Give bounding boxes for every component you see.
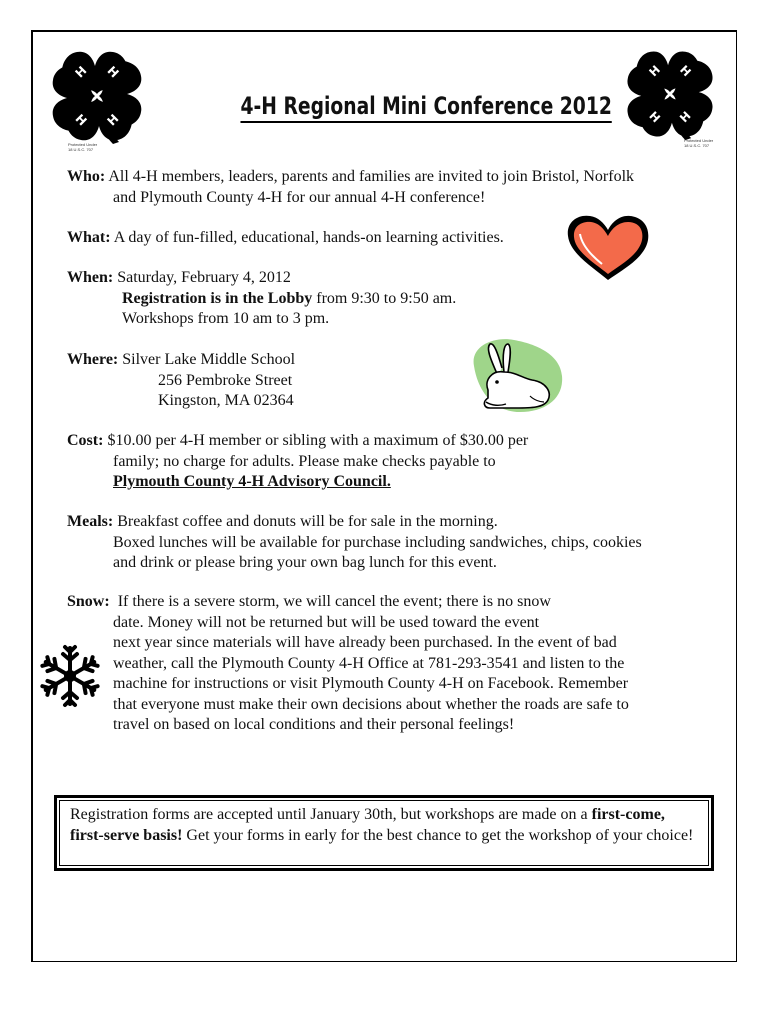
registration-notice: Registration forms are accepted until January 30th, but workshops are made on a first-come, first-serve basis! Get your forms in early for the best chance to get the workshop of your choice! [59, 800, 709, 866]
four-h-clover-icon [620, 46, 720, 142]
snow-section: Snow: If there is a severe storm, we will cancel the event; there is no snow date. Money will not be returned but will be used toward the event next year since materials will have already been purchased. In the event of bad weather, call the Plymouth County 4-H Office at 781-293-3541 and listen to the machine for instructions or visit Plymouth County 4-H on Facebook. Remember that everyone must make their own decisions about whether the roads are safe to travel on based on local conditions and their personal feelings! [67, 593, 629, 733]
heart-icon [564, 212, 652, 284]
who-section: Who: All 4-H members, leaders, parents and families are invited to join Bristol, Norfolk and Plymouth County 4-H for our annual 4-H conference! [67, 168, 635, 206]
meals-section: Meals: Breakfast coffee and donuts will be for sale in the morning. Boxed lunches will be available for purchase including sandwiches, chips, cookies and drink or please bring your own bag lunch for this event. [67, 513, 642, 571]
meals-label: Meals: [67, 513, 114, 530]
who-label: Who: [67, 168, 106, 185]
when-section: When: Saturday, February 4, 2012 Registration is in the Lobby from 9:30 to 9:50 am. Workshops from 10 am to 3 pm. [67, 269, 457, 327]
emblem-caption: Protected Under 18 U.S.C. 707 [68, 142, 98, 152]
svg-text:H: H [104, 111, 122, 129]
svg-text:H: H [677, 62, 694, 80]
four-h-clover-icon [47, 44, 147, 148]
payee-name: Plymouth County 4-H Advisory Council. [113, 473, 391, 490]
svg-text:H: H [676, 108, 694, 126]
where-label: Where: [67, 351, 119, 368]
registration-notice-box [54, 795, 714, 871]
when-label: When: [67, 269, 114, 286]
what-section: What: A day of fun-filled, educational, hands-on learning activities. [67, 229, 504, 246]
page-title: 4-H Regional Mini Conference 2012 [240, 92, 527, 120]
svg-text:H: H [72, 63, 90, 81]
what-label: What: [67, 229, 111, 246]
snow-label: Snow: [67, 593, 110, 610]
svg-text:H: H [104, 63, 122, 81]
svg-text:H: H [646, 62, 663, 80]
where-section: Where: Silver Lake Middle School 256 Pembroke Street Kingston, MA 02364 [67, 351, 296, 409]
cost-label: Cost: [67, 432, 104, 449]
svg-text:H: H [646, 108, 664, 126]
cost-section: Cost: $10.00 per 4-H member or sibling with a maximum of $30.00 per family; no charge for adults. Please make checks payable to Plymouth County 4-H Advisory Council. [67, 432, 529, 490]
svg-text:H: H [72, 111, 90, 129]
bunny-icon [460, 336, 564, 414]
emblem-caption: Protected Under 18 U.S.C. 707 [684, 138, 714, 148]
